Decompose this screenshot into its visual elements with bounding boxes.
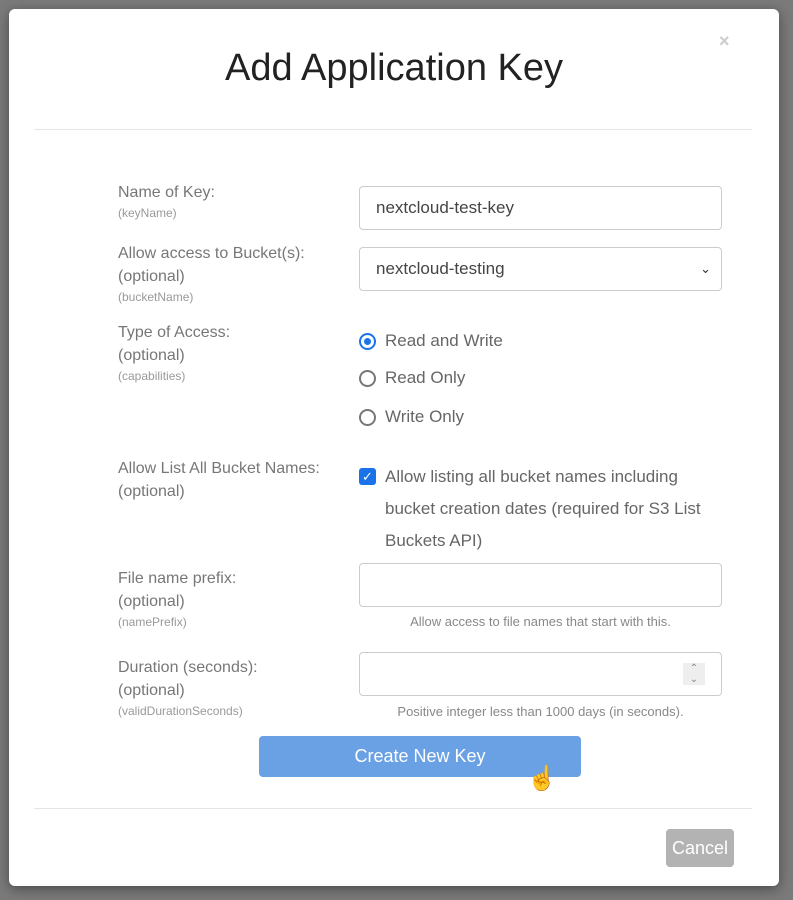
param-hint: (validDurationSeconds) bbox=[118, 704, 243, 718]
optional-text: (optional) bbox=[118, 682, 185, 699]
create-key-button[interactable]: Create New Key bbox=[259, 736, 581, 777]
key-name-input[interactable]: nextcloud-test-key bbox=[359, 186, 722, 230]
radio-write-only[interactable] bbox=[359, 407, 464, 427]
bucket-select[interactable] bbox=[359, 247, 722, 291]
prefix-help: Allow access to file names that start with this. bbox=[410, 614, 671, 629]
checkbox-checked-icon[interactable]: ✓ bbox=[359, 468, 376, 485]
list-all-label bbox=[118, 457, 320, 503]
label-text: Allow access to Bucket(s): bbox=[118, 245, 305, 262]
prefix-input[interactable] bbox=[359, 563, 722, 607]
param-hint: (bucketName) bbox=[118, 290, 194, 304]
divider bbox=[34, 808, 752, 809]
optional-text: (optional) bbox=[118, 593, 185, 610]
radio-icon[interactable] bbox=[359, 409, 376, 426]
label-text: Type of Access: bbox=[118, 324, 231, 341]
list-all-checkbox[interactable] bbox=[359, 461, 719, 557]
optional-text: (optional) bbox=[118, 268, 185, 285]
duration-help: Positive integer less than 1000 days (in seconds). bbox=[397, 704, 684, 719]
spinner-icon[interactable]: ⌃ ⌄ bbox=[683, 663, 705, 685]
bucket-value: nextcloud-testing bbox=[376, 259, 505, 278]
key-name-label bbox=[118, 181, 215, 222]
close-icon[interactable]: × bbox=[719, 31, 730, 51]
cancel-button[interactable]: Cancel bbox=[666, 829, 734, 867]
label-text: File name prefix: bbox=[118, 570, 237, 587]
duration-label bbox=[118, 656, 258, 720]
label-text: Duration (seconds): bbox=[118, 659, 258, 676]
optional-text: (optional) bbox=[118, 483, 185, 500]
radio-icon[interactable] bbox=[359, 370, 376, 387]
chevron-down-icon: ⌄ bbox=[700, 261, 711, 276]
param-hint: (keyName) bbox=[118, 206, 177, 220]
param-hint: (capabilities) bbox=[118, 369, 186, 383]
option-label: Read and Write bbox=[385, 331, 503, 350]
option-label: Read Only bbox=[385, 368, 466, 387]
divider bbox=[34, 129, 752, 130]
optional-text: (optional) bbox=[118, 347, 185, 364]
hand-cursor-icon: ☝ bbox=[527, 765, 557, 792]
param-hint: (namePrefix) bbox=[118, 615, 187, 629]
option-label: Write Only bbox=[385, 407, 465, 426]
radio-checked-icon[interactable] bbox=[359, 333, 376, 350]
radio-read-only[interactable] bbox=[359, 368, 465, 388]
label-text: Allow List All Bucket Names: bbox=[118, 460, 320, 477]
dialog-title: Add Application Key bbox=[224, 47, 563, 89]
add-application-key-dialog bbox=[9, 9, 779, 886]
radio-read-write[interactable] bbox=[359, 331, 503, 351]
access-label bbox=[118, 321, 230, 385]
checkbox-label: Allow listing all bucket names including bucket creation dates (required for S3 List Buckets API) bbox=[385, 467, 701, 550]
bucket-label bbox=[118, 242, 305, 306]
duration-input[interactable] bbox=[359, 652, 722, 696]
label-text: Name of Key: bbox=[118, 184, 215, 201]
prefix-label bbox=[118, 567, 236, 631]
